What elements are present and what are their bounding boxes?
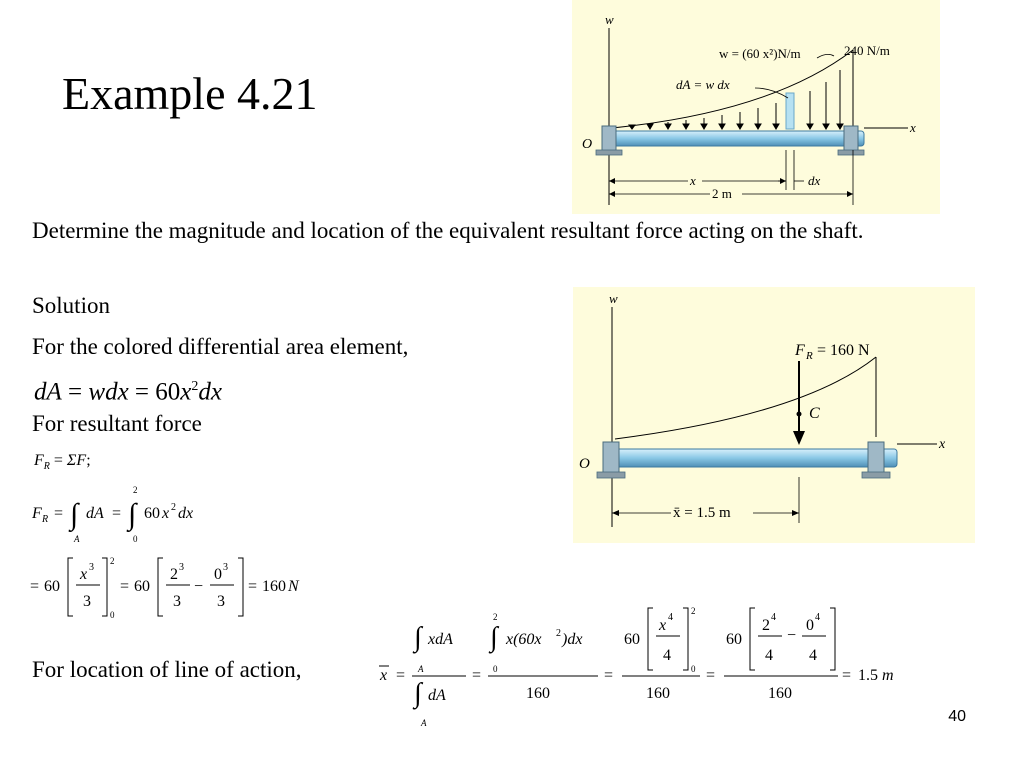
eq-xbar-den4: 160 — [768, 685, 792, 702]
fig2-axis-w: w — [609, 291, 618, 306]
eq-fr-eval-coef1: 60 — [44, 578, 60, 595]
resultant-intro: For resultant force — [32, 411, 202, 436]
eq-xbar-num1: xdA — [428, 631, 453, 648]
eq-fr-sum-end: ; — [86, 452, 91, 469]
fig1-axis-x: x — [910, 120, 916, 135]
eq-fr-eval-n2: 2 — [170, 566, 178, 583]
location-intro: For location of line of action, — [32, 657, 302, 682]
eq-fr-int-lower1: A — [74, 534, 80, 544]
fig1-axis-w: w — [605, 12, 614, 27]
fig1-dA-label: dA = w dx — [676, 77, 730, 92]
eq-xbar-frac3-exp: 4 — [668, 612, 673, 623]
eq-fr-eval-coef2: 60 — [134, 578, 150, 595]
eq-fr-eval-result: 160 — [262, 578, 286, 595]
figure-resultant-force — [573, 287, 975, 543]
fig1-load-equation: w = (60 x²)N/m — [719, 46, 801, 61]
svg-text:−: − — [787, 627, 797, 644]
figure-distributed-load-drawing — [572, 0, 940, 214]
eq-fr-eval-lower: 0 — [110, 610, 115, 620]
eq-xbar-frac4a: 2 — [762, 617, 770, 634]
eq-fr-int-exp: 2 — [171, 502, 176, 513]
eq-fr-int-coef: 60 — [144, 505, 160, 522]
svg-text:−: − — [194, 578, 204, 595]
fig1-load-max: 240 N/m — [844, 43, 890, 58]
fig2-xbar-dim: x̄ = 1.5 m — [673, 505, 731, 521]
eq-xbar-result: 1.5 — [858, 667, 878, 684]
eq-xbar-den3: 160 — [646, 685, 670, 702]
svg-text:=: = — [120, 578, 130, 595]
eq-xbar-den1: dA — [428, 687, 446, 704]
eq-fr-eval-num1-exp: 3 — [89, 562, 94, 573]
eq-xbar-coef4: 60 — [726, 631, 742, 648]
eq-dA-lhs: dA — [34, 378, 62, 406]
svg-text:=: = — [604, 667, 614, 684]
equation-fr-sum: $F_R = \Sigma F$; — [34, 452, 91, 473]
fig2-force-sub: R — [806, 350, 813, 362]
svg-text:=: = — [706, 667, 716, 684]
eq-fr-int-sub: R — [42, 514, 49, 525]
svg-text:∫: ∫ — [414, 678, 422, 709]
eq-xbar-upper3: 2 — [691, 606, 696, 616]
eq-fr-eval-den2: 3 — [173, 593, 181, 610]
eq-fr-eval-n3: 0 — [214, 566, 222, 583]
eq-fr-eval-den3: 3 — [217, 593, 225, 610]
fig1-dim-x: x — [690, 173, 696, 188]
fig2-centroid: C — [809, 405, 820, 422]
fig2-force-value: = 160 N — [817, 342, 870, 359]
eq-xbar-upper2: 2 — [493, 612, 498, 622]
svg-text:=: = — [112, 505, 122, 522]
differential-intro: For the colored differential area element, — [32, 334, 409, 359]
fig2-axis-x: x — [939, 437, 946, 452]
fig2-origin: O — [579, 456, 590, 472]
eq-fr-sum-lhs: F — [34, 452, 44, 469]
fig1-dim-total: 2 m — [712, 186, 732, 201]
eq-xbar-lower2: 0 — [493, 664, 498, 674]
eq-fr-int-var: x — [162, 505, 170, 522]
eq-xbar-num2: x(60x — [506, 631, 542, 648]
eq-xbar-lower3: 0 — [691, 664, 696, 674]
eq-xbar-unit: m — [882, 667, 894, 684]
figure-distributed-load — [572, 0, 940, 214]
svg-text:=: = — [248, 578, 258, 595]
eq-xbar-frac3-num: x — [659, 617, 667, 634]
eq-fr-int-sign2: ∫ — [128, 498, 137, 531]
slide-title: Example 4.21 — [62, 68, 318, 119]
svg-text:=: = — [30, 578, 40, 595]
fig1-load-arrows — [629, 70, 843, 129]
figure-resultant-force-drawing — [573, 287, 975, 543]
svg-text:=: = — [472, 667, 482, 684]
equation-dA: dA = wdx = $60x^2dx$ — [34, 378, 222, 406]
fig1-dim-dx: dx — [808, 173, 821, 188]
equation-fr-integral — [30, 482, 230, 546]
eq-dA-var: x — [180, 378, 192, 406]
eq-xbar-frac4a-exp: 4 — [771, 612, 776, 623]
svg-text:∫: ∫ — [414, 622, 422, 653]
eq-fr-eval-num1: x — [80, 566, 88, 583]
eq-dA-mid: wdx — [88, 378, 129, 406]
eq-fr-sum-rhs: ΣF — [66, 452, 87, 469]
svg-text:=: = — [54, 505, 64, 522]
equation-xbar — [376, 600, 916, 734]
eq-xbar-frac3-den: 4 — [663, 647, 671, 664]
eq-xbar-int-lower1b: A — [421, 718, 427, 728]
eq-fr-int-lower2: 0 — [133, 534, 138, 544]
eq-xbar-num2-tail: )dx — [562, 631, 583, 648]
page-number: 40 — [948, 708, 966, 725]
svg-text:∫: ∫ — [490, 622, 498, 653]
eq-fr-eval-n3-exp: 3 — [223, 562, 228, 573]
eq-dA-tail: dx — [198, 378, 222, 406]
fig2-force-label: F — [795, 342, 805, 359]
eq-xbar-int-lower1: A — [418, 664, 424, 674]
eq-fr-eval-upper: 2 — [110, 556, 115, 566]
eq-xbar-frac4b-den: 4 — [809, 647, 817, 664]
fig1-origin: O — [582, 137, 593, 152]
eq-fr-int-lhs: F — [32, 505, 42, 522]
eq-fr-sum-sub: R — [43, 461, 50, 473]
eq-fr-int-sign1: ∫ — [70, 498, 79, 531]
solution-label: Solution — [32, 293, 110, 318]
eq-xbar-coef3: 60 — [624, 631, 640, 648]
eq-fr-int-body1: dA — [86, 505, 104, 522]
eq-xbar-frac4b: 0 — [806, 617, 814, 634]
eq-xbar-frac4a-den: 4 — [765, 647, 773, 664]
svg-text:=: = — [842, 667, 852, 684]
eq-xbar-lhs: x — [380, 667, 388, 684]
problem-statement: Determine the magnitude and location of the equivalent resultant force acting on the shaft. — [32, 218, 864, 243]
equation-fr-evaluation — [30, 554, 330, 620]
eq-dA-coef: 60 — [155, 378, 181, 406]
eq-fr-eval-den: 3 — [83, 593, 91, 610]
eq-xbar-frac4b-exp: 4 — [815, 612, 820, 623]
eq-fr-int-upper2: 2 — [133, 485, 138, 495]
eq-fr-eval-unit: N — [288, 578, 299, 595]
eq-xbar-num2-exp: 2 — [556, 628, 561, 639]
eq-xbar-den2: 160 — [526, 685, 550, 702]
svg-text:=: = — [396, 667, 406, 684]
eq-fr-int-tail: dx — [178, 505, 194, 522]
eq-fr-eval-n2-exp: 3 — [179, 562, 184, 573]
eq-dA-exp: 2 — [191, 379, 199, 394]
